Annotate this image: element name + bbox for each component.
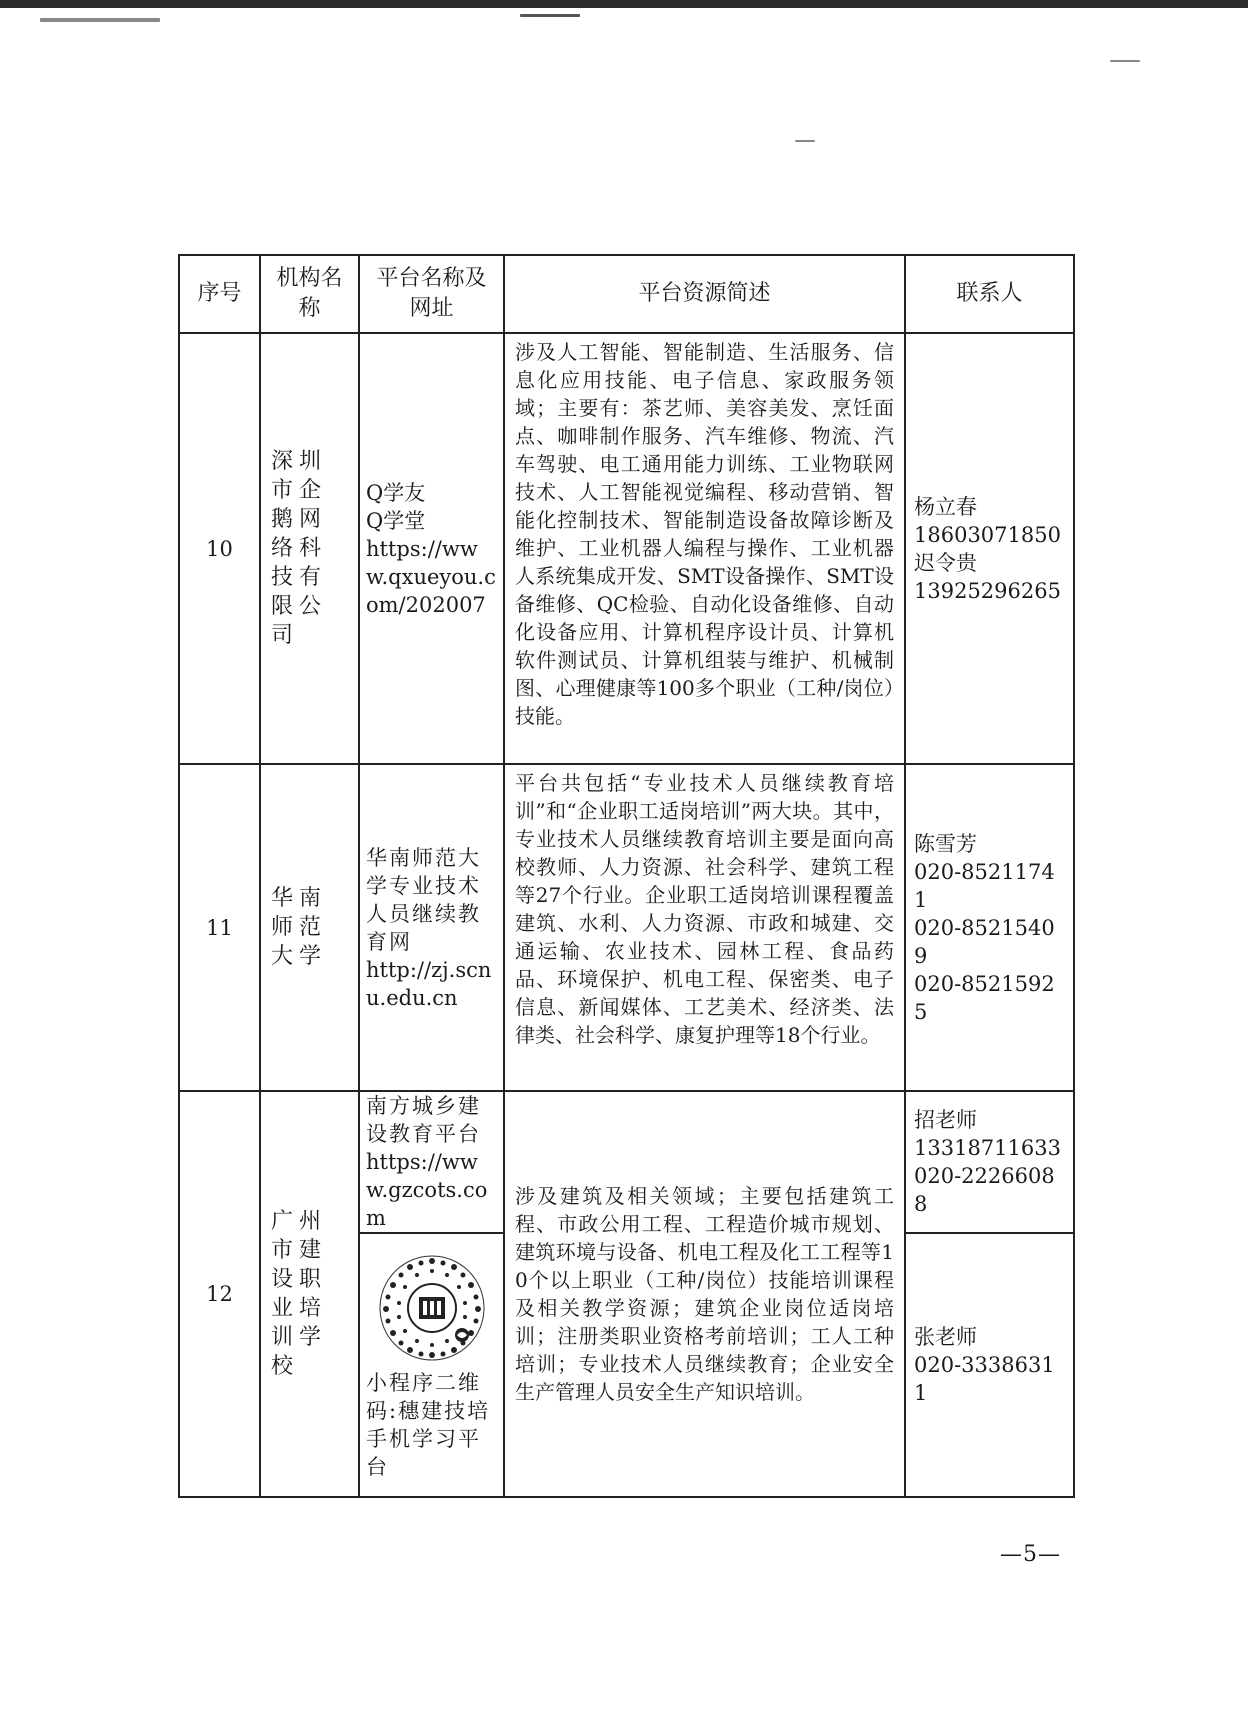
platform-name: Q学堂 [366,508,426,533]
table-row [179,764,1074,1091]
resource-table [178,254,1075,1498]
row-number: 12 [179,1091,260,1497]
header-no: 序号 [179,255,260,333]
platform-url[interactable]: http://zj.scnu.edu.cn [366,957,492,1010]
contact-phone: 13925296265 [914,578,1061,603]
header-contact: 联系人 [905,255,1074,333]
qr-cell [359,1233,504,1497]
contact-phone: 18603071850 [914,522,1061,547]
contact-name: 陈雪芳 [914,831,977,856]
header-platform: 平台名称及网址 [359,255,504,333]
scan-speck [520,14,580,17]
org-name: 深圳市企鹅网络科技有限公司 [260,333,359,764]
table-header-row [179,255,1074,333]
org-name: 华南师范大学 [260,764,359,1091]
platform-name: Q学友 [366,480,426,505]
contact-name: 杨立春 [914,494,977,519]
description: 平台共包括“专业技术人员继续教育培训”和“企业职工适岗培训”两大块。其中，专业技术人员继续教育培训主要是面向高校教师、人力资源、社会科学、建筑工程等27个行业。企业职工适岗培训课程覆盖建筑、水利、人力资源、市政和城建、交通运输、农业技术、园林工程、食品药品、环境保护、机电工程、保密类、电子信息、新闻媒体、工艺美术、经济类、法律类、社会科学、康复护理等18个行业。 [504,764,905,1091]
table-row [179,1091,1074,1233]
platform-cell [359,764,504,1091]
contact-cell [905,764,1074,1091]
contact-cell [905,333,1074,764]
qr-code-icon[interactable] [377,1253,487,1363]
platform-cell [359,333,504,764]
mini-program-caption: 小程序二维码:穗建技培手机学习平台 [366,1371,491,1479]
contact-name: 迟令贵 [914,550,977,575]
scan-speck [795,140,815,142]
scan-edge-top [0,0,1248,8]
contact-phone: 020-85215409 [914,915,1055,968]
description: 涉及建筑及相关领域；主要包括建筑工程、市政公用工程、工程造价城市规划、建筑环境与设备、机电工程及化工工程等10个以上职业（工种/岗位）技能培训课程及相关教学资源；建筑企业岗位适岗培训；注册类职业资格考前培训；工人工种培训；专业技术人员继续教育；企业安全生产管理人员安全生产知识培训。 [504,1091,905,1497]
row-number: 10 [179,333,260,764]
scan-speck [1110,60,1140,62]
platform-url[interactable]: https://www.qxueyou.com/202007 [366,536,496,617]
platform-name: 华南师范大学专业技术人员继续教育网 [366,845,481,954]
table-row [179,333,1074,764]
description: 涉及人工智能、智能制造、生活服务、信息化应用技能、电子信息、家政服务领域；主要有：茶艺师、美容美发、烹饪面点、咖啡制作服务、汽车维修、物流、汽车驾驶、电工通用能力训练、工业物联网技术、人工智能视觉编程、移动营销、智能化控制技术、智能制造设备故障诊断及维护、工业机器人编程与操作、工业机器人系统集成开发、SMT设备操作、SMT设备维修、QC检验、自动化设备维修、自动化设备应用、计算机程序设计员、计算机软件测试员、计算机组装与维护、机械制图、心理健康等100多个职业（工种/岗位）技能。 [504,333,905,764]
row-number: 11 [179,764,260,1091]
contact-phone: 020-85215925 [914,971,1055,1024]
scan-speck [40,18,160,22]
page-number: —5— [1000,1542,1061,1567]
contact-phone: 020-22266088 [914,1164,1055,1216]
platform-cell [359,1091,504,1233]
contact-phone: 13318711633 [914,1136,1061,1160]
platform-url[interactable]: https://www.gzcots.com [366,1150,488,1230]
contact-name: 张老师 [914,1325,977,1349]
contact-phone: 020-33386311 [914,1353,1055,1405]
platform-name: 南方城乡建设教育平台 [366,1094,481,1146]
contact-cell [905,1233,1074,1497]
contact-name: 招老师 [914,1108,977,1132]
org-name: 广州市建设职业培训学校 [260,1091,359,1497]
contact-cell [905,1091,1074,1233]
header-org: 机构名称 [260,255,359,333]
contact-phone: 020-85211741 [914,859,1055,912]
header-description: 平台资源简述 [504,255,905,333]
